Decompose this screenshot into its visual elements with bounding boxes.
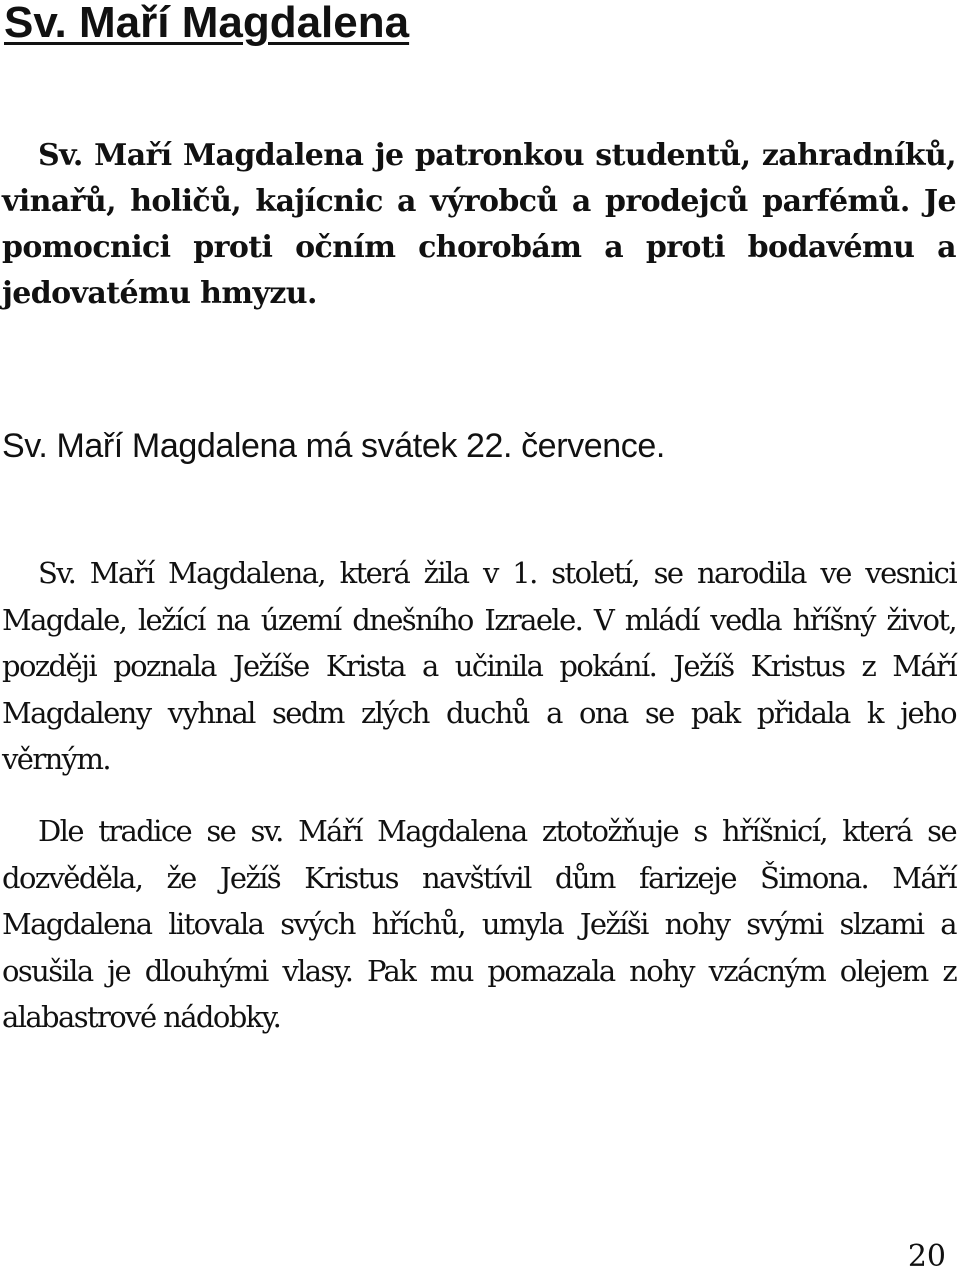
paragraph-patronage: Sv. Maří Magdalena je patronkou studentů, zahradníků, vinařů, holičů, kajícnic a výrobců a prodejců parfémů. Je pomocnici proti očním chorobám a proti bodavému a jedovatému hmyzu. (2, 138, 956, 311)
page-number: 20 (907, 1239, 946, 1274)
paragraph-feast-day: Sv. Maří Magdalena má svátek 22. července. (2, 427, 665, 465)
paragraph-tradition: Dle tradice se sv. Máří Magdalena ztotožňuje s hříšnicí, která se dozvěděla, že Ježíš Kristus navštívil dům farizeje Šimona. Máří Magdalena litovala svých hříchů, umyla Ježíši nohy svými slzami a osušila je dlouhými vlasy. Pak mu pomazala nohy vzácným olejem z alabastrové nádobky. (2, 814, 956, 1034)
page-title: Sv. Maří Magdalena (4, 0, 410, 47)
paragraph-biography: Sv. Maří Magdalena, která žila v 1. století, se narodila ve vesnici Magdale, ležící na území dnešního Izraele. V mládí vedla hříšný život, později poznala Ježíše Krista a učinila pokání. Ježíš Kristus z Máří Magdaleny vyhnal sedm zlých duchů a ona se pak přidala k jeho věrným. (2, 556, 956, 776)
